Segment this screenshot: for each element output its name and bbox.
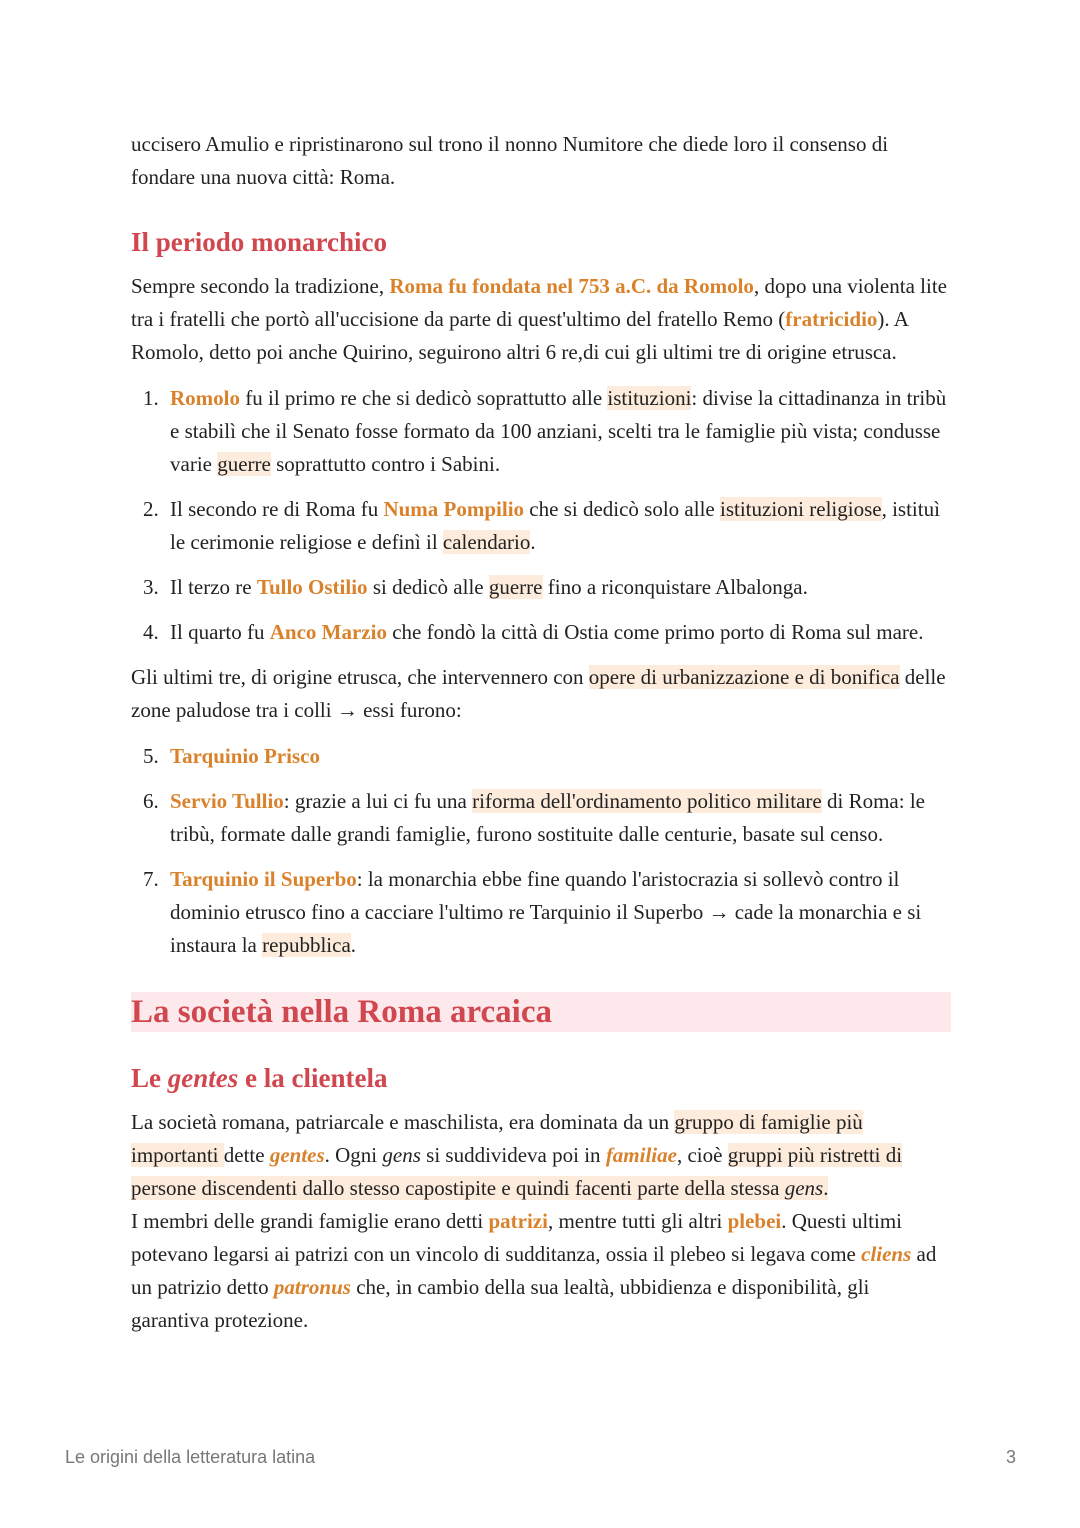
text-run: di Roma: le tribù, formate dalle grandi famiglie, furono sostituite dalle centurie, basate sul censo. (170, 789, 925, 846)
key-term: cliens (861, 1242, 912, 1266)
text-run: delle zone paludose tra i colli → essi furono: (131, 665, 946, 722)
text-run: Le (131, 1063, 168, 1093)
key-term: familiae (605, 1143, 677, 1167)
text-run: che fondò la città di Ostia come primo porto di Roma sul mare. (386, 620, 924, 644)
text-run: : divise la cittadinanza in tribù e stabilì che il Senato fosse formato da 100 anziani, scelti tra le famiglie più vista; condusse varie (170, 386, 947, 476)
text-run: , dopo una violenta lite tra i fratelli che portò all'uccisione da parte di quest'ultimo del fratello Remo ( (131, 274, 947, 331)
highlight-term: guerre (217, 452, 271, 476)
intro-line-2: fondare una nuova città: Roma. (131, 165, 396, 189)
page-content (131, 128, 951, 1337)
text-run: . (823, 1176, 829, 1200)
highlight-term: opere di urbanizzazione e di bonifica (588, 665, 900, 689)
king-name: Tarquinio il Superbo (170, 867, 357, 891)
monarchico-paragraph (131, 270, 951, 369)
text-run: , mentre tutti gli altri (547, 1209, 728, 1233)
highlight-foundation: Roma fu fondata nel 753 a.C. da Romolo (389, 274, 754, 298)
king-name: Tullo Ostilio (256, 575, 368, 599)
text-run: fu il primo re che si dedicò soprattutto alle (240, 386, 608, 410)
text-run: Il terzo re (170, 575, 257, 599)
key-term: plebei (727, 1209, 782, 1233)
text-run-italic: gens (784, 1176, 824, 1200)
text-run: e la clientela (238, 1063, 388, 1093)
text-run: ad un patrizio detto (131, 1242, 937, 1299)
list-item (131, 571, 951, 604)
key-term: patrizi (488, 1209, 548, 1233)
text-run: si suddivideva poi in (420, 1143, 606, 1167)
text-run: che si dedicò solo alle (524, 497, 720, 521)
text-run: gruppi più ristretti di persone discendenti dallo stesso capostipite e quindi facenti parte della stessa (131, 1143, 903, 1200)
gentes-heading (131, 1058, 951, 1098)
highlight-term: repubblica (262, 933, 351, 957)
text-run: dette (223, 1143, 270, 1167)
text-run: , cioè (676, 1143, 728, 1167)
text-run-italic: gentes (167, 1063, 239, 1093)
text-run: : grazie a lui ci fu una (283, 789, 473, 813)
king-name: Romolo (170, 386, 240, 410)
highlight-term: guerre (488, 575, 543, 599)
intro-paragraph (131, 128, 951, 194)
text-run: Sempre secondo la tradizione, (131, 274, 390, 298)
text-run: Il secondo re di Roma fu (170, 497, 384, 521)
text-run: che, in cambio della sua lealtà, ubbidienza e disponibilità, gli garantiva protezione. (131, 1275, 870, 1332)
highlight-term: gruppo di famiglie più importanti (131, 1110, 863, 1167)
text-run: Il quarto fu (170, 620, 270, 644)
text-run: . Questi ultimi potevano legarsi ai patrizi con un vincolo di sudditanza, ossia il plebeo si legava come (131, 1209, 902, 1266)
text-run-italic: gens (382, 1143, 421, 1167)
king-name: Servio Tullio (170, 789, 284, 813)
text-run: soprattutto contro i Sabini. (270, 452, 501, 476)
list-item (131, 863, 951, 962)
societa-paragraph (131, 1106, 951, 1337)
list-item (131, 382, 951, 481)
etruschi-paragraph (131, 661, 951, 727)
highlight-term: riforma dell'ordinamento politico militare (472, 789, 822, 813)
text-run: fino a riconquistare Albalonga. (542, 575, 808, 599)
list-item (131, 740, 951, 773)
list-number: 2. (143, 497, 159, 521)
list-item (131, 616, 951, 649)
key-term: gentes (269, 1143, 325, 1167)
list-number: 7. (143, 867, 159, 891)
text-run: . (530, 530, 536, 554)
king-name: Tarquinio Prisco (170, 744, 320, 768)
page-number: 3 (1005, 1447, 1016, 1467)
text-run: Gli ultimi tre, di origine etrusca, che intervennero con (131, 665, 589, 689)
list-item (131, 785, 951, 851)
text-run: . Ogni (324, 1143, 383, 1167)
text-run: : la monarchia ebbe fine quando l'aristocrazia si sollevò contro il dominio etrusco fino a cacciare l'ultimo re Tarquinio il Superbo → cade la monarchia e si instaura la (170, 867, 922, 957)
list-number: 5. (143, 744, 159, 768)
highlight-fratricidio: fratricidio (785, 307, 878, 331)
etruscan-kings-list (131, 740, 951, 962)
key-term: patronus (273, 1275, 351, 1299)
footer-title: Le origini della letteratura latina (65, 1447, 316, 1467)
list-number: 6. (143, 789, 159, 813)
list-number: 3. (143, 575, 159, 599)
highlight-term: calendario (442, 530, 531, 554)
king-name: Numa Pompilio (383, 497, 525, 521)
king-name: Anco Marzio (269, 620, 387, 644)
text-run: ). A Romolo, detto poi anche Quirino, seguirono altri 6 re,di cui gli ultimi tre di origine etrusca. (131, 307, 908, 364)
list-item (131, 493, 951, 559)
text-run: La società romana, patriarcale e maschilista, era dominata da un (131, 1110, 675, 1134)
text-run: I membri delle grandi famiglie erano detti (131, 1209, 489, 1233)
intro-line-1: uccisero Amulio e ripristinarono sul trono il nonno Numitore che diede loro il consenso di (131, 132, 889, 156)
societa-section-heading: La società nella Roma arcaica (131, 992, 951, 1032)
list-number: 4. (143, 620, 159, 644)
text-run: , istituì le cerimonie religiose e definì il (170, 497, 940, 554)
kings-list (131, 382, 951, 649)
text-run: . (350, 933, 357, 957)
highlight-term: istituzioni (607, 386, 692, 410)
text-run: si dedicò alle (367, 575, 489, 599)
list-number: 1. (143, 386, 159, 410)
highlight-term: istituzioni religiose (720, 497, 882, 521)
monarchico-heading: Il periodo monarchico (131, 227, 387, 257)
